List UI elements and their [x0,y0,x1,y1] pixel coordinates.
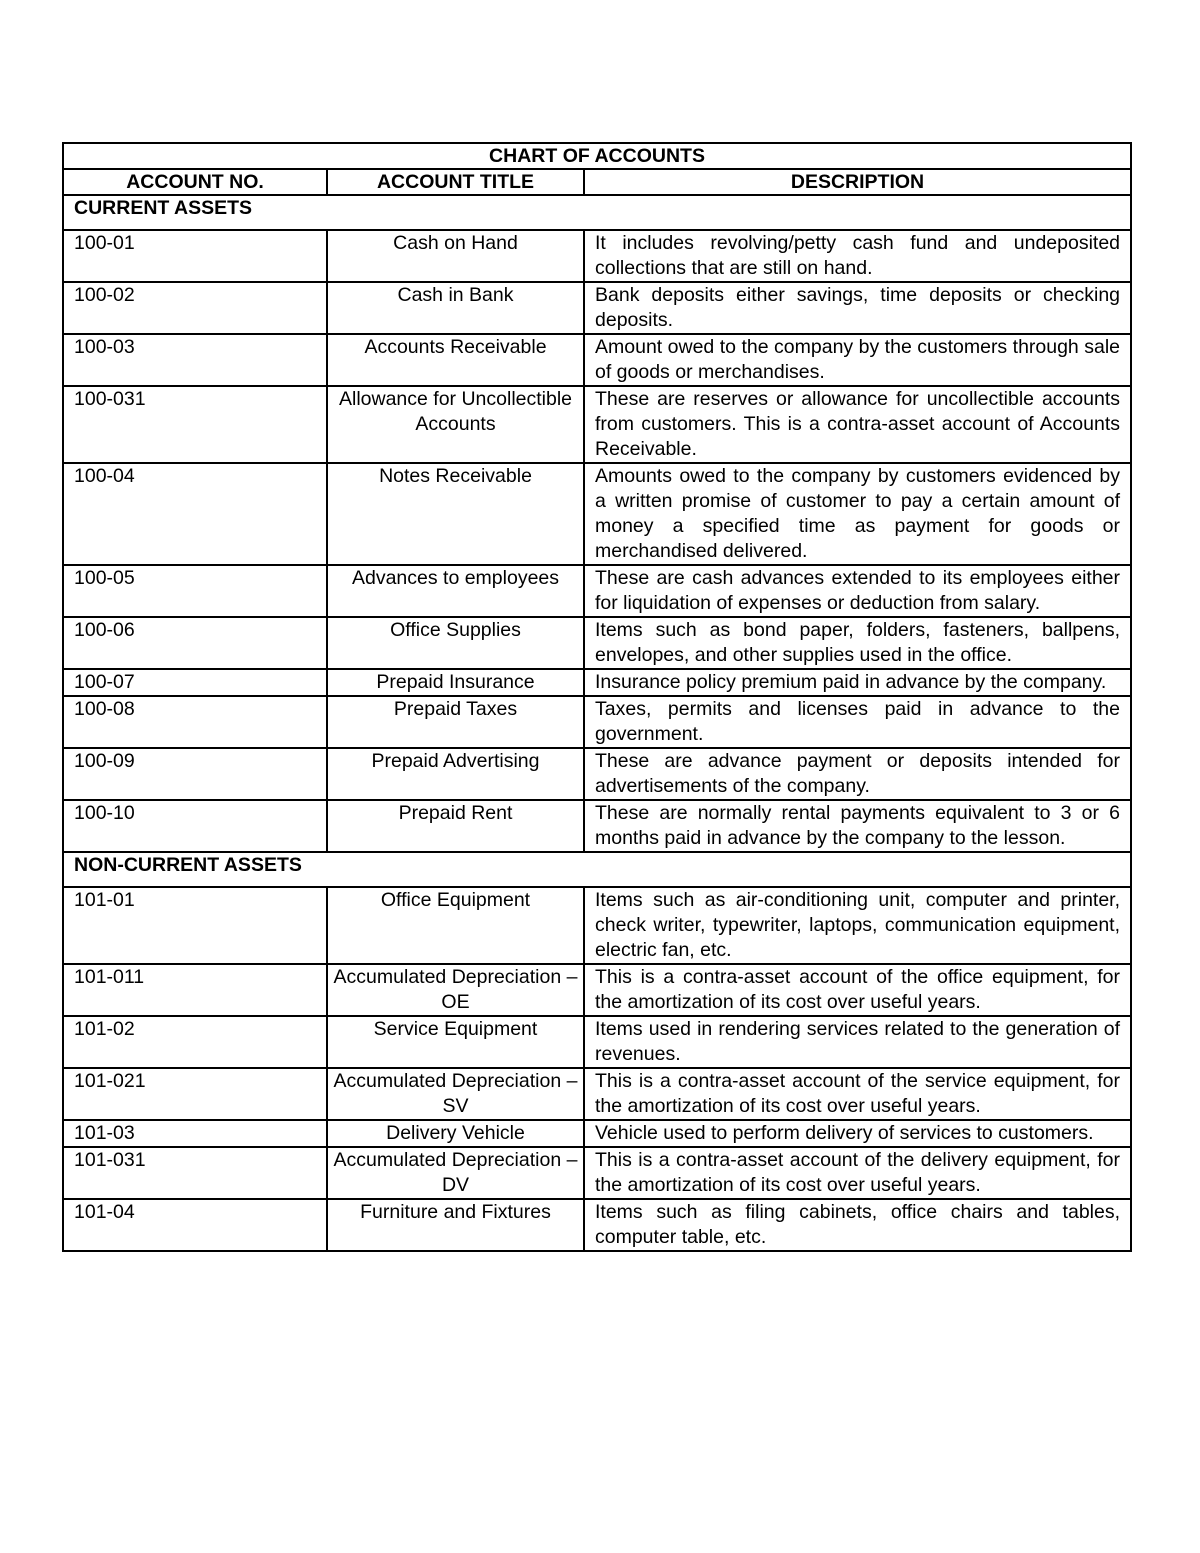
description-cell: Items used in rendering services related to the generation of revenues. [584,1016,1131,1068]
table-title: CHART OF ACCOUNTS [63,143,1131,169]
section-heading: CURRENT ASSETS [63,195,1131,230]
table-row [63,230,1131,282]
account-title-cell: Accumulated Depreciation – SV [327,1068,584,1120]
account-title-cell: Cash on Hand [327,230,584,282]
account-title-cell: Service Equipment [327,1016,584,1068]
account-no-cell: 100-05 [63,565,327,617]
section-row [63,852,1131,887]
table-row [63,565,1131,617]
table-row [63,748,1131,800]
description-cell: This is a contra-asset account of the office equipment, for the amortization of its cost over useful years. [584,964,1131,1016]
description-cell: This is a contra-asset account of the delivery equipment, for the amortization of its cost over useful years. [584,1147,1131,1199]
account-no-cell: 101-031 [63,1147,327,1199]
account-no-cell: 101-01 [63,887,327,964]
table-row [63,463,1131,565]
description-cell: Amount owed to the company by the customers through sale of goods or merchandises. [584,334,1131,386]
account-title-cell: Notes Receivable [327,463,584,565]
header-account-title: ACCOUNT TITLE [327,169,584,195]
table-row [63,334,1131,386]
table-row [63,1068,1131,1120]
account-no-cell: 100-01 [63,230,327,282]
description-cell: These are advance payment or deposits intended for advertisements of the company. [584,748,1131,800]
account-no-cell: 101-04 [63,1199,327,1251]
description-cell: This is a contra-asset account of the service equipment, for the amortization of its cost over useful years. [584,1068,1131,1120]
account-no-cell: 101-03 [63,1120,327,1147]
section-heading: NON-CURRENT ASSETS [63,852,1131,887]
table-row [63,1147,1131,1199]
account-no-cell: 100-04 [63,463,327,565]
account-title-cell: Office Supplies [327,617,584,669]
account-title-cell: Prepaid Advertising [327,748,584,800]
account-title-cell: Furniture and Fixtures [327,1199,584,1251]
table-title-row [63,143,1131,169]
account-title-cell: Cash in Bank [327,282,584,334]
table-header-row [63,169,1131,195]
description-cell: These are normally rental payments equivalent to 3 or 6 months paid in advance by the company to the lesson. [584,800,1131,852]
table-row [63,887,1131,964]
description-cell: Vehicle used to perform delivery of services to customers. [584,1120,1131,1147]
account-title-cell: Advances to employees [327,565,584,617]
chart-of-accounts-table [62,142,1132,1252]
description-cell: Bank deposits either savings, time deposits or checking deposits. [584,282,1131,334]
account-title-cell: Prepaid Taxes [327,696,584,748]
account-no-cell: 100-02 [63,282,327,334]
account-no-cell: 100-10 [63,800,327,852]
table-row [63,1199,1131,1251]
account-no-cell: 101-02 [63,1016,327,1068]
account-title-cell: Accounts Receivable [327,334,584,386]
header-account-no: ACCOUNT NO. [63,169,327,195]
account-title-cell: Prepaid Insurance [327,669,584,696]
description-cell: Items such as filing cabinets, office chairs and tables, computer table, etc. [584,1199,1131,1251]
account-title-cell: Allowance for Uncollectible Accounts [327,386,584,463]
account-no-cell: 100-031 [63,386,327,463]
account-no-cell: 100-06 [63,617,327,669]
account-no-cell: 100-03 [63,334,327,386]
description-cell: It includes revolving/petty cash fund and undeposited collections that are still on hand. [584,230,1131,282]
description-cell: Insurance policy premium paid in advance by the company. [584,669,1131,696]
account-no-cell: 100-09 [63,748,327,800]
table-row [63,282,1131,334]
table-row [63,696,1131,748]
table-row [63,964,1131,1016]
account-no-cell: 100-07 [63,669,327,696]
account-no-cell: 100-08 [63,696,327,748]
table-body [63,195,1131,1251]
table-row [63,800,1131,852]
description-cell: These are cash advances extended to its employees either for liquidation of expenses or deduction from salary. [584,565,1131,617]
table-row [63,386,1131,463]
description-cell: Taxes, permits and licenses paid in advance to the government. [584,696,1131,748]
table-row [63,617,1131,669]
header-description: DESCRIPTION [584,169,1131,195]
account-title-cell: Delivery Vehicle [327,1120,584,1147]
account-title-cell: Prepaid Rent [327,800,584,852]
account-no-cell: 101-011 [63,964,327,1016]
account-title-cell: Office Equipment [327,887,584,964]
section-row [63,195,1131,230]
table-row [63,1016,1131,1068]
description-cell: Items such as bond paper, folders, fasteners, ballpens, envelopes, and other supplies used in the office. [584,617,1131,669]
description-cell: Items such as air-conditioning unit, computer and printer, check writer, typewriter, laptops, communication equipment, electric fan, etc. [584,887,1131,964]
description-cell: These are reserves or allowance for uncollectible accounts from customers. This is a contra-asset account of Accounts Receivable. [584,386,1131,463]
account-title-cell: Accumulated Depreciation – DV [327,1147,584,1199]
account-no-cell: 101-021 [63,1068,327,1120]
table-row [63,1120,1131,1147]
description-cell: Amounts owed to the company by customers evidenced by a written promise of customer to pay a certain amount of money a specified time as payment for goods or merchandised delivered. [584,463,1131,565]
account-title-cell: Accumulated Depreciation – OE [327,964,584,1016]
table-row [63,669,1131,696]
